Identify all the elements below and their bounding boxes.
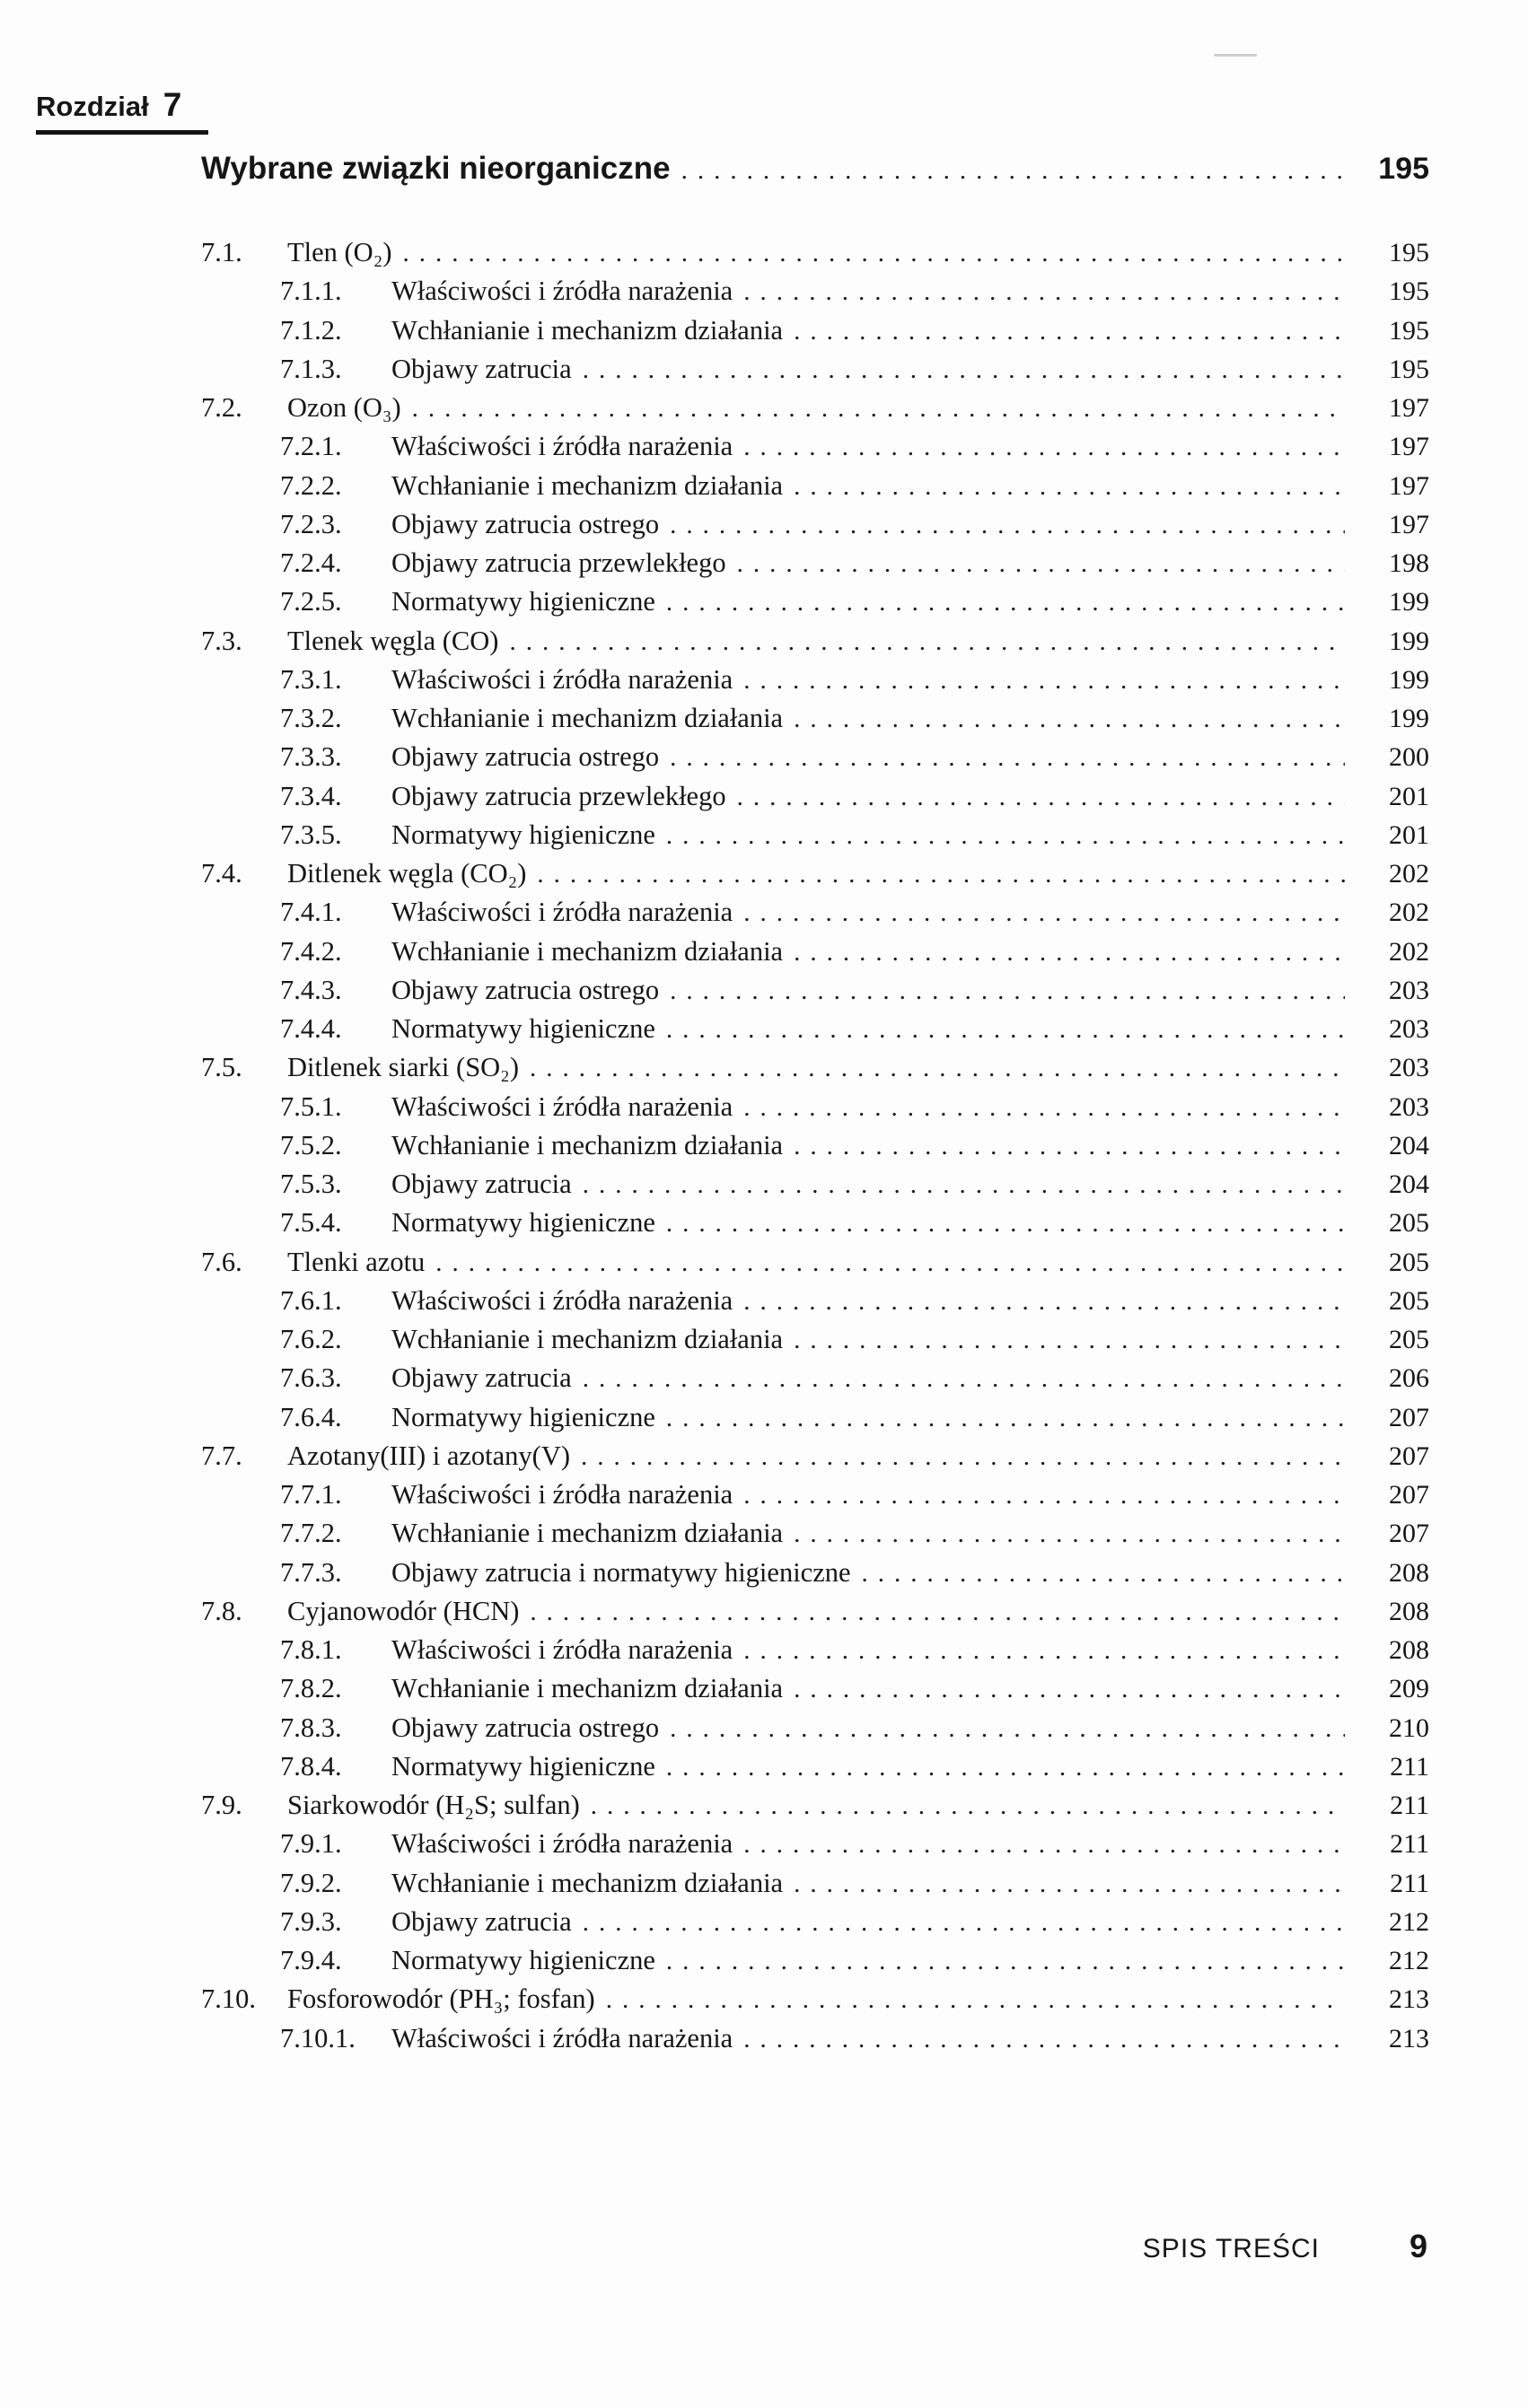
toc-entry-page: 212 xyxy=(1389,1946,1429,1975)
toc-entry xyxy=(201,1592,1429,1631)
toc-leader-dots xyxy=(670,1710,1345,1748)
toc-entry-title: Azotany(III) i azotany(V) xyxy=(287,1440,571,1471)
toc-leader-dots xyxy=(794,1127,1345,1166)
toc-entry-title: Wchłanianie i mechanizm działania xyxy=(391,703,784,733)
footer-page-number: 9 xyxy=(1409,2228,1427,2264)
toc-leader-dots xyxy=(666,1748,1345,1787)
toc-leader-dots xyxy=(743,2020,1345,2059)
toc-entry-page: 197 xyxy=(1389,470,1429,501)
toc-entry-number: 7.1. xyxy=(201,237,242,267)
toc-entry-number: 7.5.4. xyxy=(280,1207,342,1239)
toc-entry xyxy=(201,311,1429,350)
toc-entry-page: 199 xyxy=(1389,664,1429,695)
toc-entry-page: 205 xyxy=(1389,1247,1429,1277)
toc-leader-dots xyxy=(412,390,1345,428)
toc-entry xyxy=(201,1437,1429,1475)
toc-entry-page: 211 xyxy=(1390,1751,1429,1782)
toc-entry xyxy=(201,1398,1429,1437)
toc-entry xyxy=(201,1204,1429,1242)
toc-entry-title: Ozon (O₃) xyxy=(287,392,401,423)
toc-entry xyxy=(201,467,1429,505)
toc-entry-page: 203 xyxy=(1389,1091,1429,1122)
toc-leader-dots xyxy=(743,1826,1345,1864)
toc-entry-page: 195 xyxy=(1389,276,1429,307)
toc-entry-number: 7.3.5. xyxy=(280,819,342,850)
toc-entry-title: Objawy zatrucia ostrego xyxy=(391,974,660,1005)
toc-entry-number: 7.2.1. xyxy=(280,431,342,462)
toc-entry xyxy=(201,272,1429,311)
toc-entry xyxy=(201,1747,1429,1786)
toc-entry-title: Właściwości i źródła narażenia xyxy=(391,897,733,928)
toc-entry-title: Normatywy higieniczne xyxy=(391,586,655,617)
toc-entry-title: Objawy zatrucia xyxy=(391,1169,572,1199)
toc-entry-number: 7.8.4. xyxy=(280,1750,342,1782)
toc-entry xyxy=(201,777,1429,816)
toc-entry-number: 7.6.3. xyxy=(280,1362,342,1394)
toc-entry-number: 7.9. xyxy=(201,1790,242,1820)
toc-entry-number: 7.4.3. xyxy=(280,974,342,1005)
toc-entry-page: 208 xyxy=(1389,1557,1429,1588)
toc-entry-page: 211 xyxy=(1390,1829,1429,1860)
toc-entry-page: 204 xyxy=(1389,1169,1429,1199)
toc-entry xyxy=(201,1980,1429,2018)
toc-leader-dots xyxy=(794,1865,1345,1904)
toc-entry-page: 202 xyxy=(1389,936,1429,967)
toc-entry-title: Objawy zatrucia i normatywy higieniczne xyxy=(391,1556,851,1588)
toc-leader-dots xyxy=(530,1593,1345,1632)
toc-entry-title: Normatywy higieniczne xyxy=(391,1750,655,1782)
toc-entry-page: 205 xyxy=(1389,1285,1429,1316)
chapter-page-number: 195 xyxy=(1378,152,1429,186)
toc-entry-number: 7.3. xyxy=(201,625,242,656)
toc-leader-dots xyxy=(591,1787,1345,1826)
toc-entry xyxy=(201,1631,1429,1669)
page-footer xyxy=(1143,2228,1427,2265)
toc-entry-number: 7.3.2. xyxy=(280,703,342,733)
toc-entry xyxy=(201,1359,1429,1397)
toc-leader-dots xyxy=(666,1399,1345,1438)
toc-leader-dots xyxy=(666,1204,1345,1243)
toc-entry-title: Ditlenek siarki (SO₂) xyxy=(287,1052,519,1083)
toc-entry-number: 7.7.1. xyxy=(280,1479,342,1510)
toc-entry-number: 7.6. xyxy=(201,1246,242,1277)
toc-entry xyxy=(201,544,1429,582)
toc-entry-number: 7.10. xyxy=(201,1983,256,2015)
toc-entry-page: 199 xyxy=(1389,704,1429,733)
toc-entry xyxy=(201,1243,1429,1282)
toc-leader-dots xyxy=(670,739,1345,777)
toc-entry-page: 205 xyxy=(1389,1208,1429,1239)
toc-entry-title: Objawy zatrucia ostrego xyxy=(391,1712,660,1743)
chapter-title: Wybrane związki nieorganiczne xyxy=(201,151,671,186)
toc-entry-number: 7.10.1. xyxy=(280,2022,356,2053)
toc-entry-title: Wchłanianie i mechanizm działania xyxy=(391,1518,784,1549)
toc-entry-number: 7.5.3. xyxy=(280,1169,342,1199)
toc-entry-number: 7.6.4. xyxy=(280,1401,342,1432)
toc-entry-title: Wchłanianie i mechanizm działania xyxy=(391,314,784,346)
toc-entry-page: 200 xyxy=(1389,742,1429,773)
toc-entry-page: 210 xyxy=(1389,1712,1429,1743)
toc-entry-page: 202 xyxy=(1389,898,1429,928)
toc-entry-title: Fosforowodór (PH₃; fosfan) xyxy=(287,1983,595,2015)
toc-entry-title: Tlen (O₂) xyxy=(287,237,392,267)
toc-entry xyxy=(201,1165,1429,1204)
toc-entry-number: 7.5. xyxy=(201,1052,242,1083)
toc-entry-page: 203 xyxy=(1389,1014,1429,1044)
toc-entry xyxy=(201,622,1429,661)
toc-entry xyxy=(201,1010,1429,1048)
toc-entry-page: 207 xyxy=(1389,1519,1429,1549)
toc-entry-title: Tlenki azotu xyxy=(287,1246,426,1277)
toc-entry-title: Właściwości i źródła narażenia xyxy=(391,1090,733,1122)
toc-entry-title: Normatywy higieniczne xyxy=(391,1207,655,1239)
toc-entry-title: Objawy zatrucia xyxy=(391,1905,572,1937)
toc-entry-page: 201 xyxy=(1389,781,1429,811)
toc-entry-page: 211 xyxy=(1390,1868,1429,1898)
toc-leader-dots xyxy=(670,506,1345,545)
toc-entry-title: Wchłanianie i mechanizm działania xyxy=(391,1867,784,1898)
toc-entry-number: 7.8.2. xyxy=(280,1673,342,1704)
toc-entry xyxy=(201,933,1429,971)
toc-entry-page: 208 xyxy=(1389,1635,1429,1665)
toc-entry-page: 207 xyxy=(1389,1440,1429,1471)
toc-entry-page: 195 xyxy=(1389,354,1429,384)
toc-entry-number: 7.1.2. xyxy=(280,314,342,346)
toc-leader-dots xyxy=(794,1515,1345,1554)
toc-leader-dots xyxy=(530,1049,1345,1088)
toc-entry-title: Wchłanianie i mechanizm działania xyxy=(391,1324,784,1354)
chapter-label: Rozdział xyxy=(36,91,149,122)
toc-entry-page: 199 xyxy=(1389,587,1429,617)
toc-entry-title: Wchłanianie i mechanizm działania xyxy=(391,1673,784,1704)
toc-entry xyxy=(201,1475,1429,1514)
toc-entry-page: 207 xyxy=(1389,1480,1429,1510)
toc-entry xyxy=(201,699,1429,738)
toc-entry-page: 206 xyxy=(1389,1363,1429,1394)
toc-entry-title: Właściwości i źródła narażenia xyxy=(391,1479,733,1510)
footer-label: SPIS TREŚCI xyxy=(1142,2234,1320,2264)
toc-entry-number: 7.3.4. xyxy=(280,780,342,811)
toc-entry-title: Właściwości i źródła narażenia xyxy=(391,1284,733,1316)
toc-entry-number: 7.1.1. xyxy=(280,276,342,307)
toc-entry-page: 211 xyxy=(1390,1791,1429,1820)
toc-entry xyxy=(201,854,1429,893)
toc-leader-dots xyxy=(583,351,1345,390)
toc-entry-number: 7.1.3. xyxy=(280,353,342,384)
toc-leader-dots xyxy=(743,273,1345,311)
toc-entry-page: 197 xyxy=(1389,432,1429,462)
toc-entry-number: 7.2.4. xyxy=(280,547,342,578)
toc-entry xyxy=(201,1554,1429,1592)
toc-entry-page: 201 xyxy=(1389,819,1429,850)
toc-entry xyxy=(201,1825,1429,1863)
toc-leader-dots xyxy=(794,933,1345,972)
toc-entry xyxy=(201,582,1429,621)
toc-entry-title: Wchłanianie i mechanizm działania xyxy=(391,935,784,967)
toc-entry xyxy=(201,1786,1429,1825)
toc-leader-dots xyxy=(794,700,1345,739)
toc-leader-dots xyxy=(509,623,1345,661)
toc-entry-page: 197 xyxy=(1389,393,1429,423)
toc-entry-title: Objawy zatrucia ostrego xyxy=(391,741,660,773)
toc-leader-dots xyxy=(583,1360,1345,1398)
toc-entry xyxy=(201,1048,1429,1087)
toc-entry-page: 205 xyxy=(1389,1325,1429,1354)
toc-entry-title: Właściwości i źródła narażenia xyxy=(391,663,733,695)
leader-dots xyxy=(681,156,1341,186)
toc-entry xyxy=(201,1320,1429,1359)
chapter-number: 7 xyxy=(162,86,182,123)
toc-entry-page: 203 xyxy=(1389,975,1429,1005)
toc-leader-dots xyxy=(743,1089,1345,1127)
toc-entry-page: 209 xyxy=(1389,1674,1429,1704)
toc-entry-number: 7.6.2. xyxy=(280,1324,342,1354)
toc-entry-title: Objawy zatrucia ostrego xyxy=(391,508,660,539)
toc-leader-dots xyxy=(666,817,1345,855)
toc-entry-number: 7.5.1. xyxy=(280,1090,342,1122)
toc-entry-number: 7.9.1. xyxy=(280,1828,342,1860)
toc-entry xyxy=(201,1126,1429,1165)
toc-entry-page: 202 xyxy=(1389,859,1429,889)
toc-entry xyxy=(201,1282,1429,1320)
toc-entry-page: 195 xyxy=(1389,238,1429,267)
toc-entry-number: 7.2.3. xyxy=(280,508,342,539)
toc-entry-number: 7.7.3. xyxy=(280,1556,342,1588)
toc-leader-dots xyxy=(743,661,1345,700)
toc-entry-title: Tlenek węgla (CO) xyxy=(287,625,499,656)
toc-entry-number: 7.2.2. xyxy=(280,469,342,501)
toc-entry-title: Normatywy higieniczne xyxy=(391,1013,655,1044)
toc-entry-number: 7.9.3. xyxy=(280,1905,342,1937)
toc-entry-page: 199 xyxy=(1389,626,1429,656)
toc-leader-dots xyxy=(403,234,1346,273)
toc-entry-number: 7.9.2. xyxy=(280,1867,342,1898)
chapter-heading xyxy=(36,86,208,135)
toc-entry xyxy=(201,971,1429,1010)
toc-leader-dots xyxy=(862,1554,1345,1593)
toc-entry xyxy=(201,1941,1429,1980)
toc-entry-page: 198 xyxy=(1389,548,1429,578)
toc-leader-dots xyxy=(743,1283,1345,1321)
toc-entry-title: Siarkowodór (H₂S; sulfan) xyxy=(287,1790,580,1820)
toc-entry-number: 7.4.2. xyxy=(280,935,342,967)
toc-leader-dots xyxy=(583,1904,1345,1942)
toc-leader-dots xyxy=(537,855,1345,894)
toc-entry-number: 7.8.1. xyxy=(280,1634,342,1665)
toc-entry-number: 7.3.3. xyxy=(280,741,342,773)
toc-entry-title: Ditlenek węgla (CO₂) xyxy=(287,858,527,889)
toc-list xyxy=(201,233,1429,2058)
toc-leader-dots xyxy=(666,583,1345,622)
toc-entry-title: Właściwości i źródła narażenia xyxy=(391,431,733,462)
toc-leader-dots xyxy=(794,1321,1345,1360)
toc-leader-dots xyxy=(581,1438,1345,1476)
toc-entry-number: 7.7.2. xyxy=(280,1518,342,1549)
toc-entry-title: Wchłanianie i mechanizm działania xyxy=(391,1129,784,1160)
toc-entry-title: Cyjanowodór (HCN) xyxy=(287,1595,520,1626)
toc-entry-number: 7.9.4. xyxy=(280,1945,342,1975)
toc-entry-page: 213 xyxy=(1389,2023,1429,2053)
toc-leader-dots xyxy=(606,1981,1345,2019)
toc-entry-number: 7.4. xyxy=(201,858,242,889)
toc-leader-dots xyxy=(794,468,1345,506)
toc-entry-title: Objawy zatrucia przewlekłego xyxy=(391,547,726,578)
toc-entry-page: 195 xyxy=(1389,315,1429,346)
toc-leader-dots xyxy=(794,312,1345,351)
toc-entry-page: 197 xyxy=(1389,509,1429,539)
toc-entry-page: 203 xyxy=(1389,1053,1429,1083)
toc-entry xyxy=(201,350,1429,389)
toc-entry xyxy=(201,661,1429,699)
toc-leader-dots xyxy=(666,1942,1345,1981)
toc-entry xyxy=(201,1514,1429,1553)
toc-entry xyxy=(201,2019,1429,2058)
toc-entry-number: 7.8.3. xyxy=(280,1712,342,1743)
toc-entry xyxy=(201,1903,1429,1941)
toc-entry xyxy=(201,1709,1429,1747)
toc-entry xyxy=(201,427,1429,466)
toc-entry-number: 7.4.4. xyxy=(280,1013,342,1044)
toc-leader-dots xyxy=(737,778,1345,817)
toc-entry-title: Właściwości i źródła narażenia xyxy=(391,2022,733,2053)
toc-leader-dots xyxy=(743,894,1345,933)
toc-entry xyxy=(201,1088,1429,1126)
toc-entry-page: 204 xyxy=(1389,1130,1429,1160)
toc-leader-dots xyxy=(670,972,1345,1011)
toc-entry-number: 7.2.5. xyxy=(280,586,342,617)
toc-entry-title: Właściwości i źródła narażenia xyxy=(391,1634,733,1665)
toc-leader-dots xyxy=(583,1166,1345,1204)
toc-entry xyxy=(201,816,1429,854)
toc-entry-page: 212 xyxy=(1389,1906,1429,1937)
toc-entry-title: Właściwości i źródła narażenia xyxy=(391,276,733,307)
toc-leader-dots xyxy=(743,1632,1345,1670)
toc-entry-title: Objawy zatrucia xyxy=(391,353,572,384)
toc-leader-dots xyxy=(666,1011,1345,1049)
toc-leader-dots xyxy=(794,1670,1345,1709)
toc-entry-title: Normatywy higieniczne xyxy=(391,1401,655,1432)
toc-entry xyxy=(201,233,1429,272)
toc-entry-title: Wchłanianie i mechanizm działania xyxy=(391,469,784,501)
toc-leader-dots xyxy=(743,428,1345,467)
toc-entry xyxy=(201,505,1429,544)
scan-artifact xyxy=(1214,54,1257,57)
toc-entry-number: 7.3.1. xyxy=(280,663,342,695)
toc-entry-title: Właściwości i źródła narażenia xyxy=(391,1828,733,1860)
toc-entry xyxy=(201,389,1429,427)
toc-entry-page: 207 xyxy=(1389,1402,1429,1432)
toc-entry-number: 7.5.2. xyxy=(280,1129,342,1160)
toc-entry-title: Objawy zatrucia przewlekłego xyxy=(391,780,726,811)
toc-leader-dots xyxy=(737,545,1345,583)
toc-leader-dots xyxy=(743,1476,1345,1515)
toc-entry xyxy=(201,738,1429,776)
chapter-title-row xyxy=(201,151,1429,187)
toc-entry-number: 7.4.1. xyxy=(280,897,342,928)
toc-entry-number: 7.7. xyxy=(201,1440,242,1471)
toc-entry-number: 7.2. xyxy=(201,392,242,423)
toc-entry-title: Objawy zatrucia xyxy=(391,1362,572,1394)
toc-entry xyxy=(201,1669,1429,1708)
toc-entry-number: 7.8. xyxy=(201,1595,242,1626)
toc-entry-title: Normatywy higieniczne xyxy=(391,1945,655,1975)
toc-entry-page: 208 xyxy=(1389,1596,1429,1626)
toc-leader-dots xyxy=(435,1244,1345,1283)
toc-entry-page: 213 xyxy=(1389,1984,1429,2015)
toc-entry-number: 7.6.1. xyxy=(280,1284,342,1316)
toc-entry-title: Normatywy higieniczne xyxy=(391,819,655,850)
toc-entry xyxy=(201,1864,1429,1903)
toc-entry xyxy=(201,893,1429,932)
